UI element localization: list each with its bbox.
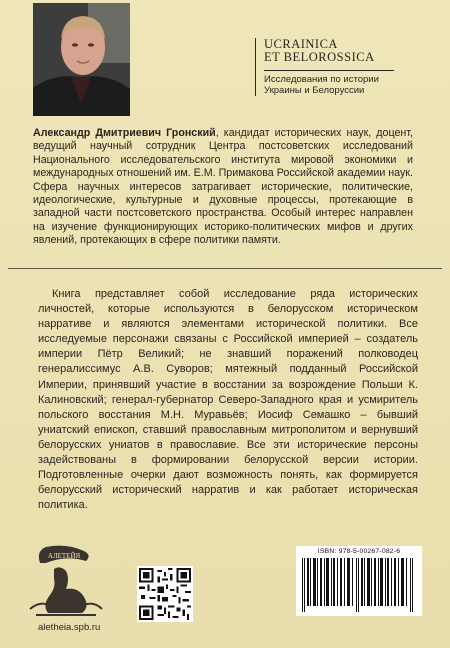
- author-bio-text: , кандидат исторических наук, доцент, ведущий научный сотрудник Центра постсоветских исследований Национального исследовательского института мировой экономики и международных отношений им. Е.М. Примакова Российской академии наук. Сфера научных интересов затрагивает исторические, политические, идеологические, культурные и духовные процессы, протекающие в западной части постсоветского пространства. Особый интерес направлен на изучение функционирующих историко-политических мифов и других явлений, протекающих в сфере политики памяти.: [33, 127, 413, 247]
- divider: [8, 268, 442, 269]
- book-abstract: Книга представляет собой исследование ряда исторических личностей, которые используются в белорусском историческом нарративе и являются элементами исторической политики. Все исследуемые персонажи связаны с Российской империей – создатель империи Пётр Великий; не знавший поражений полководец генералиссимус А.В. Суворов; мятежный подданный Российской Империи, принявший участие в восстании за возрождение Польши К. Калиновский; генерал-губернатор Северо-Западного края и усмиритель польского восстания М.Н. Муравьёв; Иосиф Семашко – бывший униатский епископ, ставший православным митрополитом и вернувший белорусских униатов в православие. Все эти исторические персоны задействованы в формировании белорусской версии истории. Подготовленные очерки дают возможность понять, как формируется белорусский исторический нарратив и как работает историческая политика.: [38, 288, 418, 512]
- publisher-logo-text: АЛЕТЕЙЯ: [47, 552, 81, 560]
- barcode-bars: [300, 558, 418, 612]
- qr-code[interactable]: [137, 566, 193, 622]
- series-subtitle-line1: Исследования по истории: [264, 74, 379, 85]
- publisher-logo: [26, 545, 106, 619]
- series-subtitle: [264, 70, 394, 96]
- isbn-text: ISBN: 978-5-00267-082-6: [317, 548, 401, 555]
- isbn-barcode: [296, 546, 422, 616]
- publisher-website[interactable]: aletheia.spb.ru: [38, 622, 101, 633]
- author-photo: [33, 3, 130, 116]
- series-subtitle-line2: Украины и Белоруссии: [264, 85, 365, 96]
- series-title-line1: UCRAINICA: [264, 37, 338, 51]
- author-name: Александр Дмитриевич Гронский: [33, 127, 216, 139]
- author-bio: [33, 127, 413, 248]
- series-block: [255, 38, 434, 96]
- series-title-line2: ET BELOROSSICA: [264, 50, 375, 64]
